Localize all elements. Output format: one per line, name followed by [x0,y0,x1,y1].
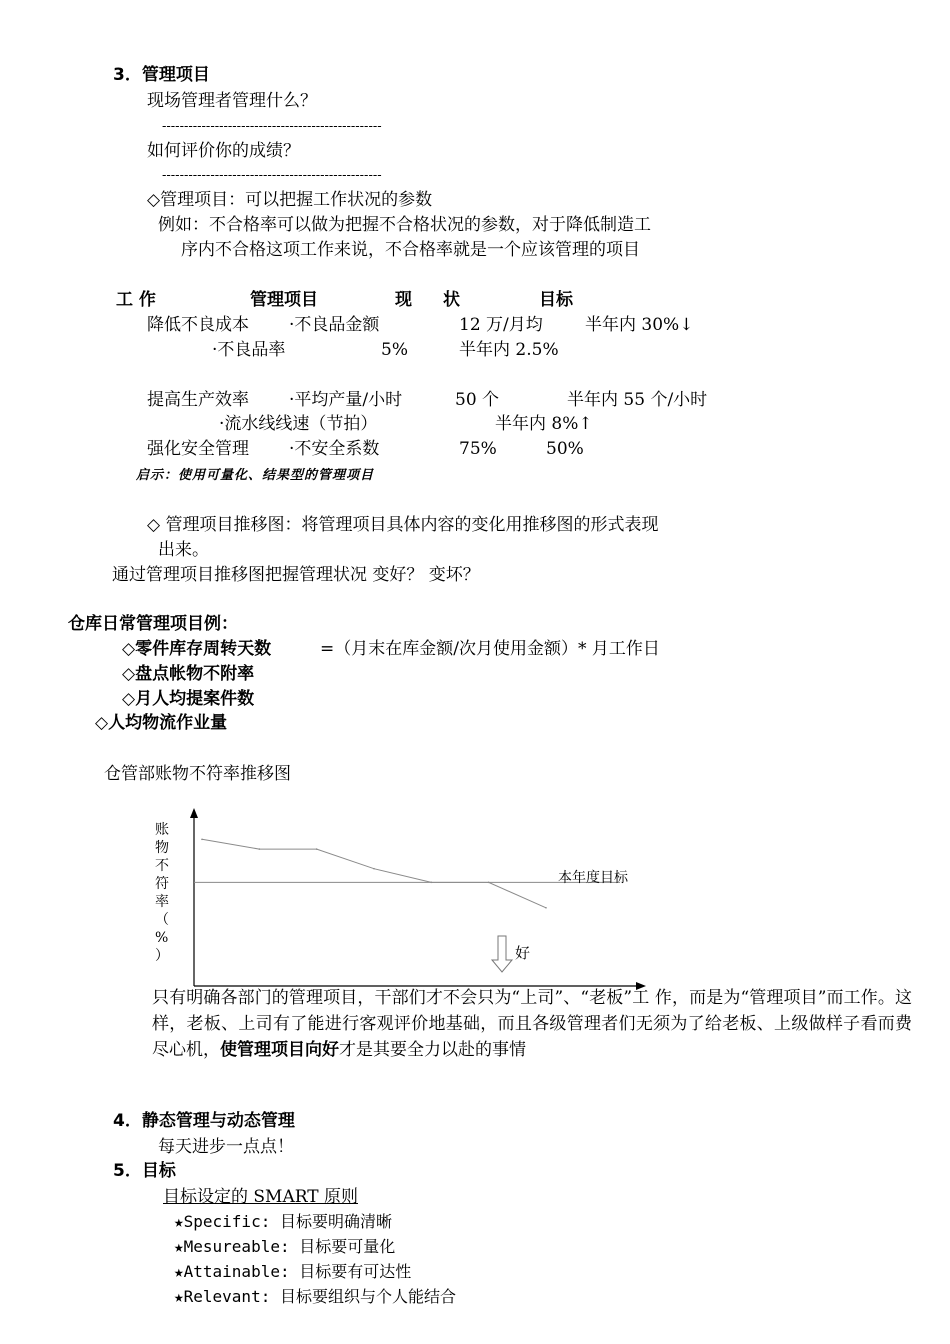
data-point [201,839,203,841]
smart-relevant: ★Relevant: 目标要组织与个人能结合 [174,1287,456,1306]
row1-work: 降低不良成本 [147,315,249,335]
row4-item: ·流水线线速（节拍） [219,414,378,434]
trend-definition-cont: 出来。 [158,540,209,560]
warehouse-item-2: ◇盘点帐物不附率 [122,664,255,684]
series-line [202,839,546,908]
smart-heading: 目标设定的 SMART 原则 [163,1187,358,1207]
table-header-work: 工 作 [116,290,156,310]
section-3-title: 3．管理项目 [113,65,210,85]
y-axis-label-char: 账 [155,822,169,838]
trend-definition: ◇ 管理项目推移图：将管理项目具体内容的变化用推移图的形式表现 [147,515,659,535]
conclusion-emphasis: 使管理项目向好 [220,1040,339,1060]
warehouse-item-1: ◇零件库存周转天数 [122,639,272,659]
conclusion-paragraph [152,985,912,1063]
table-header-goal: 目标 [539,290,573,310]
y-axis-label-char: % [155,930,169,946]
row3-now: 50 个 [455,390,500,410]
row1-item: ·不良品金额 [289,315,380,335]
trend-chart [140,800,660,1000]
data-point [316,848,318,850]
data-point [373,868,375,870]
definition-line: ◇管理项目：可以把握工作状况的参数 [147,190,433,210]
y-axis-arrow-icon [190,808,198,818]
data-point [259,848,261,850]
section-5-title: 5．目标 [113,1161,176,1181]
row2-now: 5% [381,340,408,360]
warehouse-title: 仓库日常管理项目例： [68,614,238,634]
row5-now: 75% [459,439,497,459]
example-line-2: 序内不合格这项工作来说，不合格率就是一个应该管理的项目 [181,240,640,260]
arrow-down-icon [492,936,512,972]
insight-note: 启示：使用可量化、结果型的管理项目 [136,468,375,483]
row3-work: 提高生产效率 [147,390,249,410]
row2-goal: 半年内 2.5% [459,340,559,360]
target-label: 本年度目标 [558,870,628,886]
conclusion-text-c: 才是其要全力以赴的事情 [339,1040,526,1060]
question-evaluate: 如何评价你的成绩？ [147,141,300,161]
warehouse-item-3: ◇月人均提案件数 [122,689,255,709]
answer-blank-line: -------------------------------------------------- [162,119,382,134]
smart-measurable: ★Mesureable: 目标要可量化 [174,1237,396,1256]
y-axis-label-char: 物 [155,840,169,856]
row3-item: ·平均产量/小时 [289,390,403,410]
table-header-now-2: 状 [443,290,460,310]
good-label: 好 [515,944,531,962]
table-header-now: 现 [395,290,412,310]
conclusion-text-a: 只有明确各部门的管理项目，干部们才不会只为“上司”、“老板”工 作，而是为“管理项目”而工作。这样，老板、上司有了能进行客观评价地基础，而且各级管理者们无须为了给老板、上级做样子看而费尽心机， [152,988,912,1060]
section-4-title: 4．静态管理与动态管理 [113,1111,295,1131]
question-what: 现场管理者管理什么？ [147,91,317,111]
row2-item: ·不良品率 [212,340,286,360]
row5-goal: 50% [546,439,584,459]
y-axis-label-char: 不 [155,858,169,874]
smart-attainable: ★Attainable: 目标要有可达性 [174,1262,412,1281]
row5-item: ·不安全系数 [289,439,380,459]
warehouse-item-4: ◇人均物流作业量 [95,713,228,733]
y-axis-label [155,822,169,964]
row1-now: 12 万/月均 [459,315,543,335]
chart-title: 仓管部账物不符率推移图 [104,764,291,784]
y-axis-label-char: 率 [155,894,169,910]
answer-blank-line-2: -------------------------------------------------- [162,168,382,183]
y-axis-label-char: 符 [155,876,169,892]
y-axis-label-char: ） [155,948,169,964]
data-point [545,907,547,909]
row4-goal: 半年内 8%↑ [495,414,593,434]
table-header-item: 管理项目 [250,290,318,310]
row5-work: 强化安全管理 [147,439,249,459]
data-point [431,882,433,884]
example-line-1: 例如：不合格率可以做为把握不合格状况的参数，对于降低制造工 [158,215,651,235]
row3-goal: 半年内 55 个/小时 [567,390,708,410]
data-point [488,882,490,884]
section-4-line: 每天进步一点点！ [158,1137,294,1157]
warehouse-item-1-formula: =（月末在库金额/次月使用金额）* 月工作日 [320,639,660,659]
series-points [201,839,547,909]
trend-purpose: 通过管理项目推移图把握管理状况 变好？ 变坏？ [112,565,480,585]
row1-goal: 半年内 30%↓ [585,315,694,335]
y-axis-label-char: （ [155,912,169,928]
smart-specific: ★Specific: 目标要明确清晰 [174,1212,392,1231]
